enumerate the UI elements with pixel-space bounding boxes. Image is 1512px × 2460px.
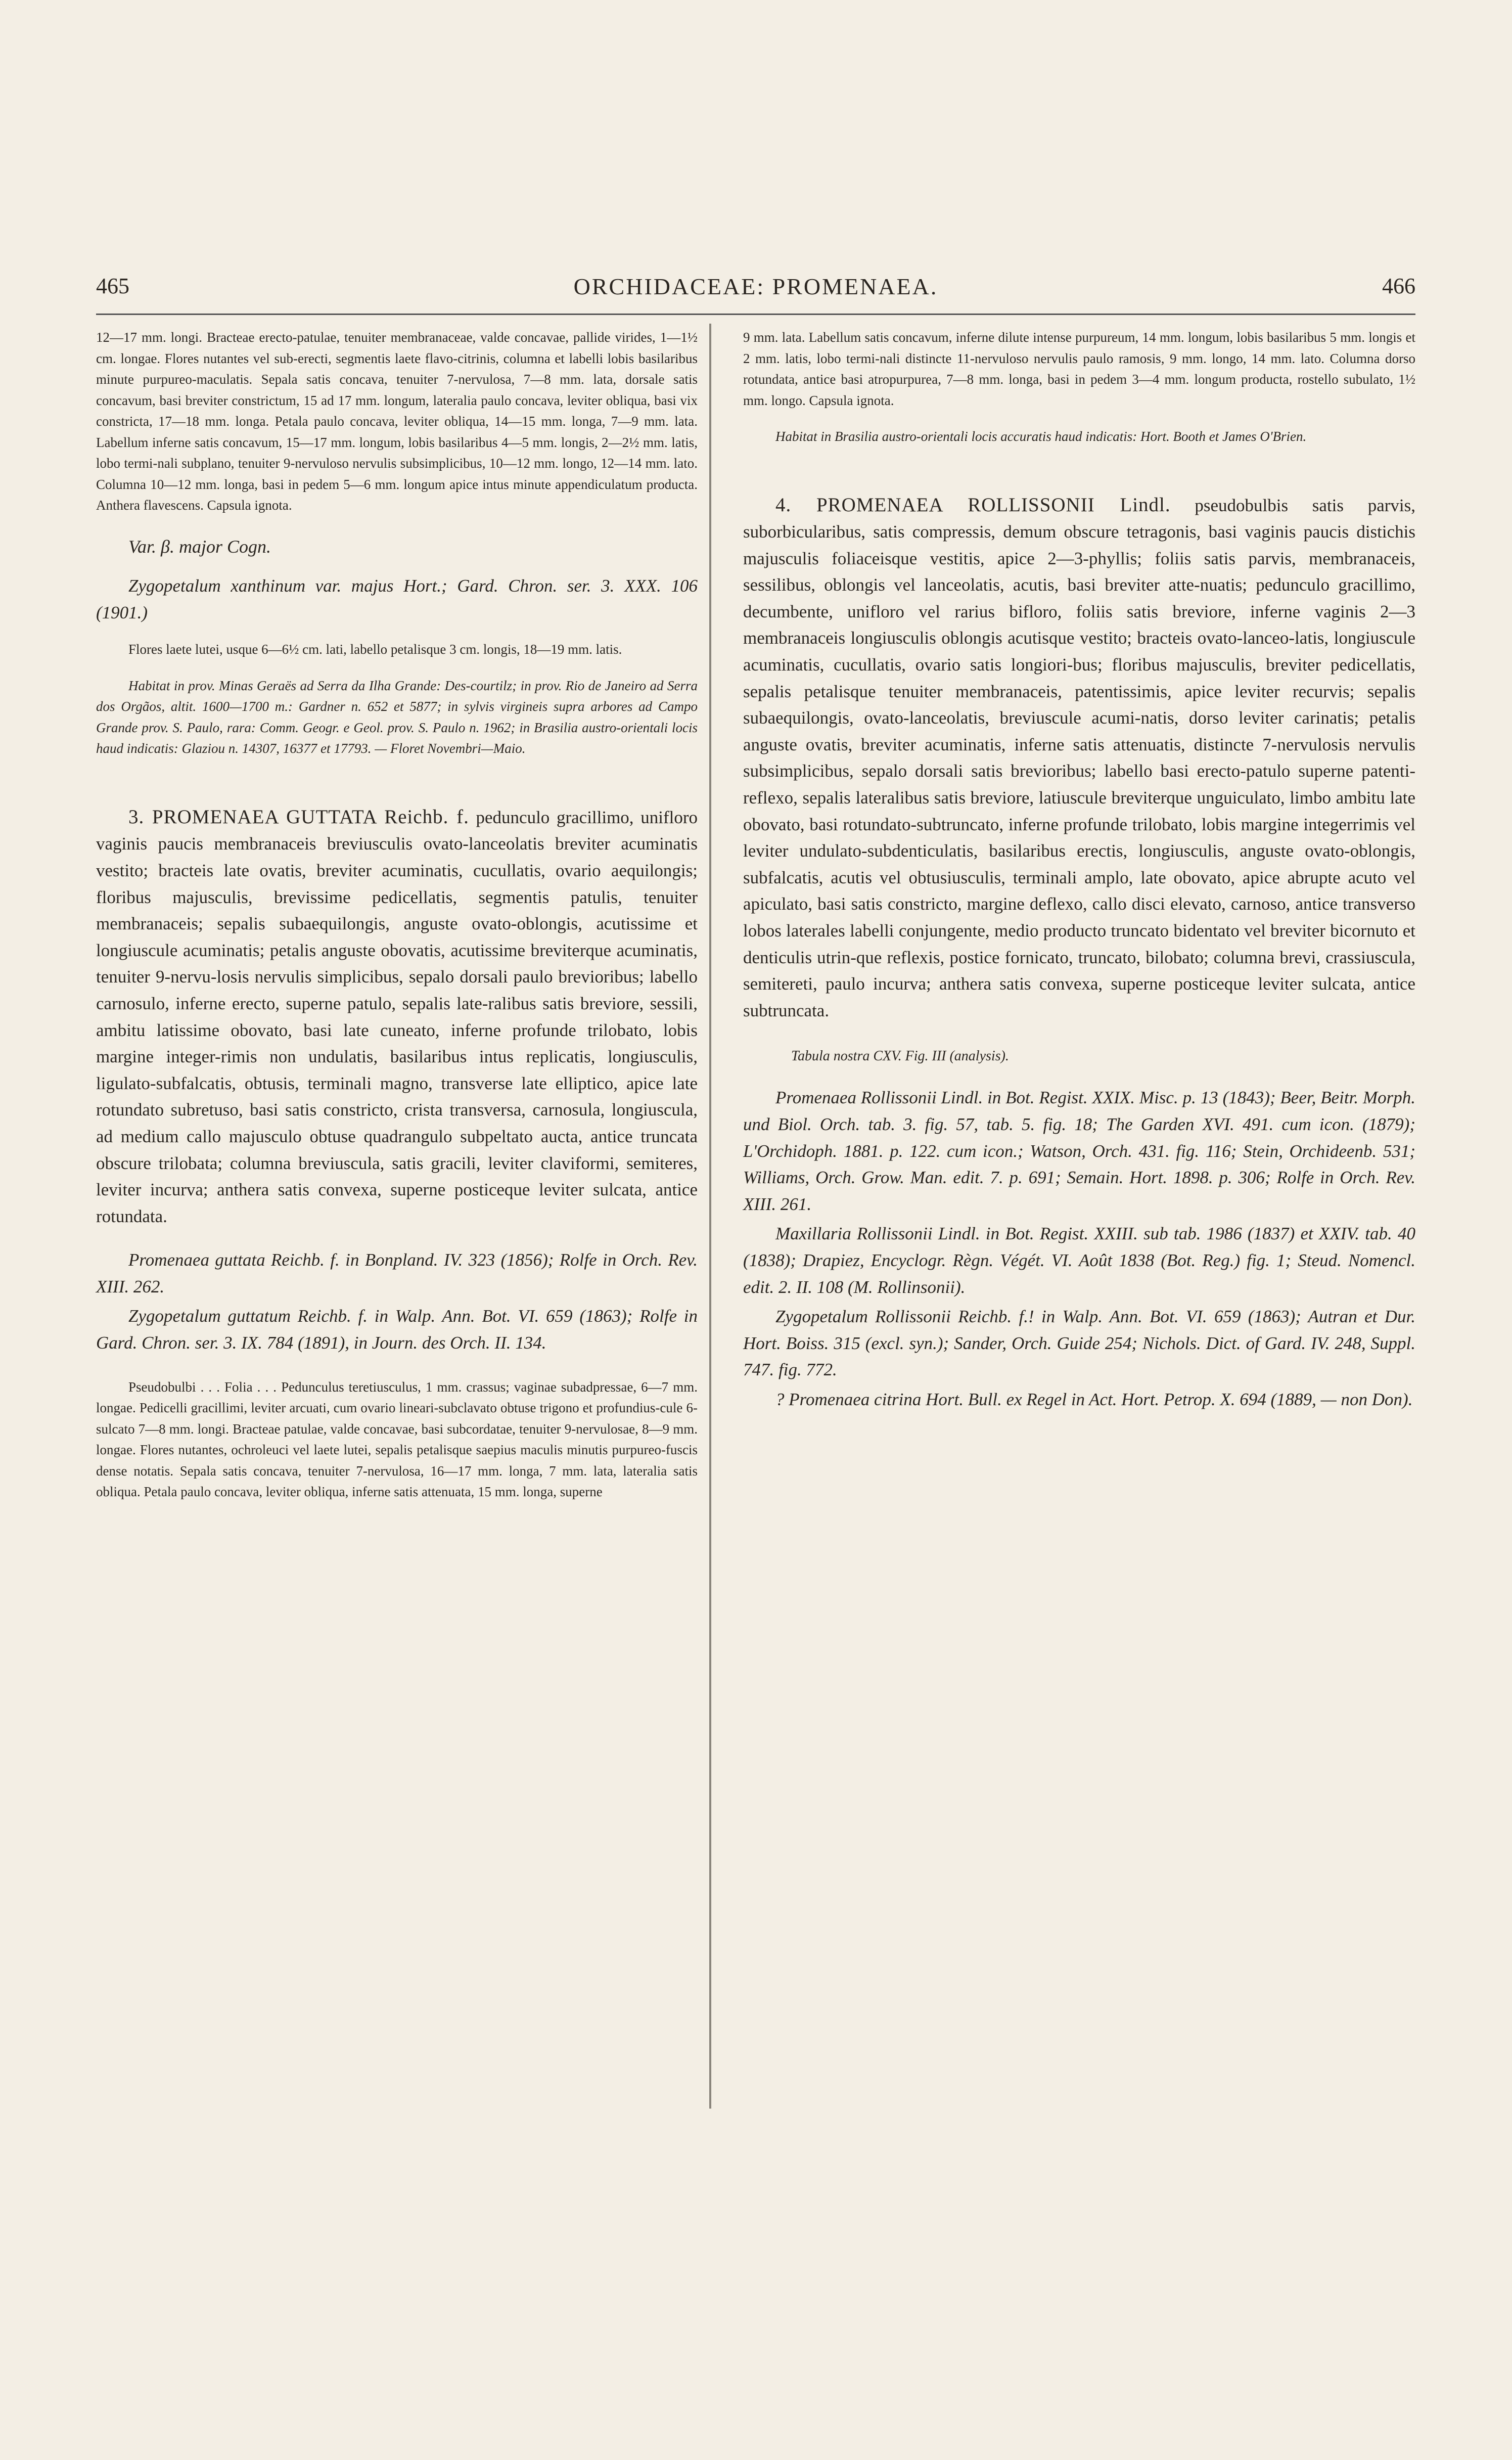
- left-paragraph-continued: 12—17 mm. longi. Bracteae erecto-patulae, tenuiter membranaceae, valde concavae, pallide virides, 1—1½ cm. longae. Flores nutantes vel sub-erecti, segmentis laete flavo-citrinis, columna et labelli lobis basilaribus minute purpureo-maculatis. Sepala satis concava, tenuiter 7-nervulosa, 7—8 mm. lata, dorsale satis concavum, basi breviter constrictum, 15 ad 17 mm. longum, lateralia paulo concava, leviter obliqua, basi vix constricta, 17—18 mm. longa. Petala paulo concava, leviter obliqua, 14—15 mm. longa, 7—9 mm. lata. Labellum inferne satis concavum, 15—17 mm. longum, lobis basilaribus 4—5 mm. longis, 2—2½ mm. latis, lobo termi-nali subplano, tenuiter 9-nervuloso nervulis subsimplicibus, 10—12 mm. longo, 12—14 mm. lato. Columna 10—12 mm. longa, basi in pedem 5—6 mm. longum apice intus minute appendiculatum producta. Anthera flavescens. Capsula ignota.: [96, 330, 698, 513]
- species-3-description: pedunculo gracillimo, unifloro vaginis paucis membranaceis breviusculis ovato-lanceolatis breviter acuminatis vestito; bracteis late ovatis, breviter acuminatis, cucullatis, ovario aequilongis; floribus majusculis, brevissime pedicellatis, segmentis patulis, tenuiter membranaceis; sepalis subaequilongis, anguste ovato-oblongis, acutissime et longiuscule acuminatis; petalis anguste obovatis, acutissime breviterque acuminatis, tenuiter 9-nervu-losis nervulis simplicibus, sepalo dorsali paulo brevioribus; labello carnosulo, inferne erecto, superne patulo, sepalis late-ralibus satis breviore, sessili, ambitu latissime obovato, basi late cuneato, inferne profunde trilobato, lobis margine integer-rimis non undulatis, basilaribus intus replicatis, longiusculis, ligulato-subfalcatis, obtusis, terminali magno, transverse late elliptico, apice late rotundato subretuso, basi satis constricto, crista transversa, carnosula, longiuscula, ad medium callo majusculo obtuse quadrangulo subpeltato aucta, antice truncata obscure trilobata; columna breviuscula, satis gracili, leviter claviformi, semiteres, leviter incurva; anthera satis convexa, superne posticeque leviter sulcata, antice rotundata.: [96, 807, 698, 1226]
- species-3-synonym-2: Zygopetalum guttatum Reichb. f. in Walp. Ann. Bot. VI. 659 (1863); Rolfe in Gard. Chron. ser. 3. IX. 784 (1891), in Journ. des Orch. II. 134.: [96, 1306, 698, 1353]
- species-4-description: pseudobulbis satis parvis, suborbicularibus, satis compressis, demum obscure tetragonis, basi vaginis paucis distichis majusculis foliaceisque vestitis, apice 2—3-phyllis; foliis satis parvis, membranaceis, sessilibus, oblongis vel lanceolatis, acutis, basi breviter atte-nuatis; pedunculo gracillimo, decumbente, unifloro vel rarius bifloro, foliis satis breviore, inferne vaginis 2—3 membranaceis longiusculis oblongis acutisque vestito; bracteis ovato-lanceo-latis, longiuscule acuminatis, cucullatis, ovario satis longiori-bus; floribus majusculis, breviter pedicellatis, sepalis petalisque tenuiter membranaceis, patentissimis, apice leviter recurvis; sepalis subaequilongis, ovato-lanceolatis, breviuscule acumi-natis, dorso leviter carinatis; petalis anguste ovatis, breviter acuminatis, inferne satis attenuatis, distincte 7-nervulosis nervulis subsimplicibus, sepalo dorsali satis brevioribus; labello basi erecto-patulo superne patenti-reflexo, sepalis lateralibus satis breviore, latiuscule breviterque unguiculato, limbo ambitu late obovato, basi rotundato-subtruncato, inferne profunde trilobato, lobis margine integerrimis vel leviter undulato-subdenticulatis, basilaribus erectis, longiusculis, anguste ovato-oblongis, subfalcatis, acutis vel obtusiusculis, terminali amplo, late obovato, apice abrupte acuto vel apiculato, basi satis constricto, margine deflexo, callo disci elevato, carnoso, antice transverso lobos laterales labelli conjungente, medio producto truncato bidentato vel breviter bicornuto et denticulis utrin-que reflexis, postice fornicato, truncato, bilobato; columna brevi, crassiuscula, semitereti, paulo incurva; anthera satis convexa, superne posticeque leviter sulcata, antice subtruncata.: [743, 495, 1416, 1020]
- header-rule: [96, 314, 1415, 315]
- species-4-synonym-2: Maxillaria Rollissonii Lindl. in Bot. Regist. XXIII. sub tab. 1986 (1837) et XXIV. tab. 40 (1838); Drapiez, Encyclogr. Règn. Végét. VI. Août 1838 (Bot. Reg.) fig. 1; Steud. Nomencl. edit. 2. II. 108 (M. Rollinsonii).: [743, 1224, 1415, 1297]
- species-3-detail: Pseudobulbi . . . Folia . . . Pedunculus teretiusculus, 1 mm. crassus; vaginae subadpressae, 6—7 mm. longae. Pedicelli gracillimi, leviter arcuati, cum ovario lineari-subclavato obtuse trigono et profundius-cule 6-sulcato 7—8 mm. longi. Bracteae patulae, valde concavae, basi subcordatae, tenuiter 9-nervulosae, 8—9 mm. longae. Flores nutantes, ochroleuci vel laete lutei, sepalis petalisque saepius maculis minutis purpureo-fuscis dense notatis. Sepala satis concava, tenuiter 7-nervulosa, 16—17 mm. longa, 7 mm. lata, lateralia satis obliqua. Petala paulo concava, leviter obliqua, inferne satis attenuata, 15 mm. longa, superne: [96, 1379, 698, 1500]
- species-3-synonym-1: Promenaea guttata Reichb. f. in Bonpland. IV. 323 (1856); Rolfe in Orch. Rev. XIII. 262.: [96, 1250, 698, 1296]
- running-title: ORCHIDACEAE: PROMENAEA.: [573, 274, 938, 299]
- species-4-title: 4. PROMENAEA ROLLISSONII Lindl.: [775, 494, 1171, 516]
- page-number-left: 465: [96, 274, 129, 298]
- variety-heading: Var. β. major Cogn.: [128, 536, 271, 557]
- plate-reference: Tabula nostra CXV. Fig. III (analysis).: [791, 1048, 1009, 1064]
- page-number-right: 466: [1382, 274, 1415, 298]
- species-4-synonym-1: Promenaea Rollissonii Lindl. in Bot. Regist. XXIX. Misc. p. 13 (1843); Beer, Beitr. Morph. und Biol. Orch. tab. 3. fig. 57, tab. 5. fig. 18; The Garden XVI. 491. cum icon. (1879); L'Orchidoph. 1881. p. 122. cum icon.; Watson, Orch. 431. fig. 116; Stein, Orchideenb. 531; Williams, Orch. Grow. Man. edit. 7. p. 691; Semain. Hort. 1898. p. 306; Rolfe in Orch. Rev. XIII. 261.: [743, 1088, 1415, 1214]
- species-3-title: 3. PROMENAEA GUTTATA Reichb. f.: [128, 806, 469, 828]
- species-3-entry: [96, 804, 698, 1230]
- species-4-synonym-3: Zygopetalum Rollissonii Reichb. f.! in Walp. Ann. Bot. VI. 659 (1863); Autran et Dur. Hort. Boiss. 315 (excl. syn.); Sander, Orch. Guide 254; Nichols. Dict. of Gard. IV. 248, Suppl. 747. fig. 772.: [743, 1307, 1415, 1380]
- column-divider: [709, 324, 711, 2109]
- species-4-entry: [743, 492, 1415, 1024]
- page-header: [96, 273, 1415, 308]
- variety-synonym: Zygopetalum xanthinum var. majus Hort.; Gard. Chron. ser. 3. XXX. 106 (1901.): [96, 576, 698, 622]
- left-habitat: Habitat in prov. Minas Geraës ad Serra da Ilha Grande: Des-courtilz; in prov. Rio de Janeiro ad Serra dos Orgãos, altit. 1600—1700 m.: Gardner n. 652 et 5877; in sylvis virgineis supra arbores ad Campo Grande prov. S. Paulo, rara: Comm. Geogr. e Geol. prov. S. Paulo n. 1962; in Brasilia austro-orientali locis haud indicatis: Glaziou n. 14307, 16377 et 17793. — Floret Novembri—Maio.: [96, 678, 698, 756]
- right-column: [743, 326, 1415, 1413]
- variety-description: Flores laete lutei, usque 6—6½ cm. lati, labello petalisque 3 cm. longis, 18—19 mm. latis.: [128, 642, 622, 657]
- left-column: [96, 326, 698, 1503]
- species-4-synonym-4: ? Promenaea citrina Hort. Bull. ex Regel in Act. Hort. Petrop. X. 694 (1889, — non Don).: [775, 1389, 1413, 1409]
- right-habitat: Habitat in Brasilia austro-orientali locis accuratis haud indicatis: Hort. Booth et James O'Brien.: [775, 429, 1307, 444]
- right-paragraph-continued: 9 mm. lata. Labellum satis concavum, inferne dilute intense purpureum, 14 mm. longum, lobis basilaribus 5 mm. longis et 2 mm. latis, lobo termi-nali distincte 11-nervuloso nervulis paulo ramosis, 9 mm. longo, 14 mm. lato. Columna dorso rotundata, antice basi atropurpurea, 7—8 mm. longa, basi in pedem 3—4 mm. longum producta, rostello subulato, 1½ mm. longo. Capsula ignota.: [743, 330, 1415, 408]
